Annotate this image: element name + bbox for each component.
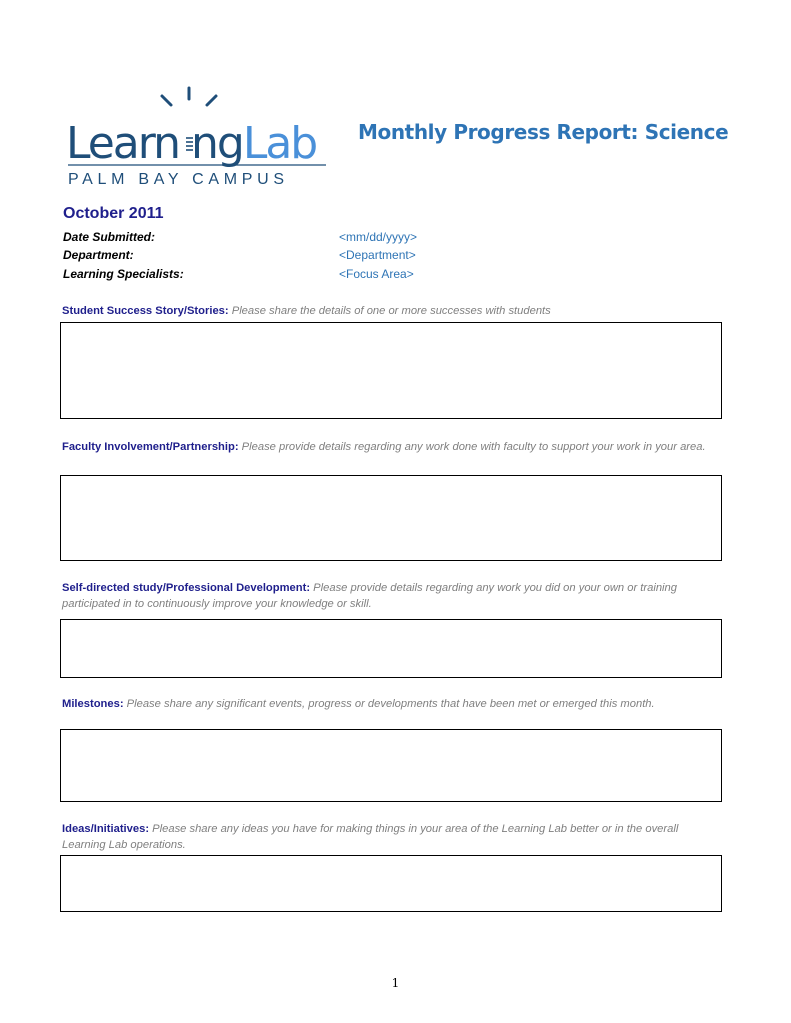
section-prompt-professional-development <box>62 580 722 612</box>
department-field[interactable]: <Department> <box>339 248 416 262</box>
section-hint: Please provide details regarding any work done with faculty to support your work in your area. <box>241 441 706 453</box>
section-label: Ideas/Initiatives: <box>62 823 150 835</box>
focus-area-field[interactable]: <Focus Area> <box>339 267 414 281</box>
success-stories-textbox[interactable] <box>60 322 722 419</box>
section-prompt-faculty-involvement <box>62 439 722 455</box>
meta-label: Date Submitted: <box>63 230 156 244</box>
svg-text:LearnngLab <box>66 118 316 169</box>
section-label: Faculty Involvement/Partnership: <box>62 441 239 453</box>
section-label: Milestones: <box>62 698 124 710</box>
section-label: Self-directed study/Professional Development: <box>62 582 311 594</box>
lightbulb-rays-icon <box>162 88 216 105</box>
section-label: Student Success Story/Stories: <box>62 305 229 317</box>
section-hint: Please share any significant events, progress or developments that have been met or emerged this month. <box>126 698 655 710</box>
meta-label: Department: <box>63 248 134 262</box>
section-hint: Please share the details of one or more successes with students <box>231 305 551 317</box>
section-prompt-success-stories <box>62 303 722 319</box>
faculty-involvement-textbox[interactable] <box>60 475 722 561</box>
section-hint: Please share any ideas you have for making things in your area of the Learning Lab better or in the overall Learning Lab operations. <box>62 823 679 851</box>
meta-label: Learning Specialists: <box>63 267 184 281</box>
logo-campus-text: PALM BAY CAMPUS <box>68 171 289 188</box>
date-submitted-field[interactable]: <mm/dd/yyyy> <box>339 230 418 244</box>
page-number: 1 <box>391 976 400 990</box>
logo-word-ng: ng <box>190 118 243 169</box>
ideas-initiatives-textbox[interactable] <box>60 855 722 912</box>
learning-lab-logo <box>64 86 332 190</box>
professional-development-textbox[interactable] <box>60 619 722 678</box>
section-prompt-ideas-initiatives <box>62 821 722 853</box>
report-month: October 2011 <box>63 205 164 222</box>
report-title: Monthly Progress Report: Science <box>358 120 729 144</box>
section-hint: Please provide details regarding any work you did on your own or training participated in to continuously improve your knowledge or skill. <box>62 582 677 610</box>
section-prompt-milestones <box>62 696 722 712</box>
milestones-textbox[interactable] <box>60 729 722 802</box>
logo-word-lab: Lab <box>242 118 317 169</box>
logo-word-learn: Learn <box>66 118 179 169</box>
